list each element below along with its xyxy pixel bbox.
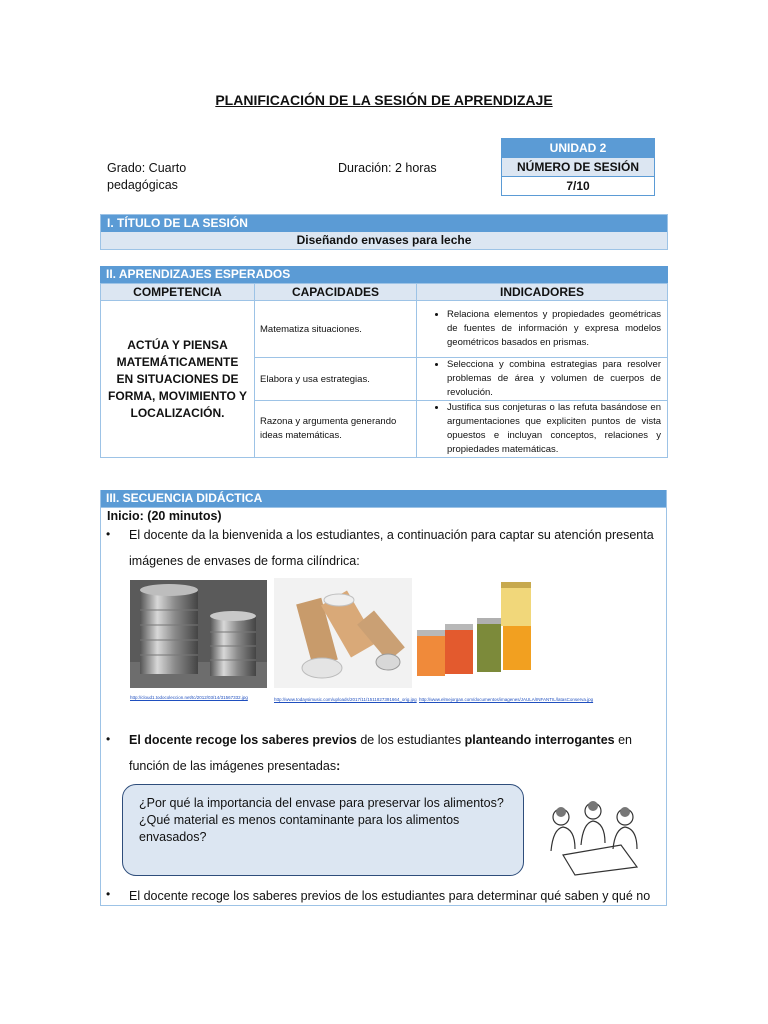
aprendizajes-table (100, 283, 668, 458)
numero-sesion-label: NÚMERO DE SESIÓN (502, 157, 654, 176)
question-3: envasados? (139, 830, 207, 844)
column-header-indicadores: INDICADORES (417, 284, 668, 301)
students-illustration (541, 797, 641, 877)
paragraph-1-line-2: imágenes de envases de forma cilíndrica: (129, 554, 360, 568)
divider (100, 507, 667, 508)
section-2-heading: II. APRENDIZAJES ESPERADOS (100, 266, 668, 283)
questions-box (122, 784, 524, 876)
capacidad-cell: Razona y argumenta generando ideas matemáticas. (255, 401, 417, 458)
bullet-icon: • (106, 527, 111, 541)
paragraph-1-line-1: El docente da la bienvenida a los estudiantes, a continuación para captar su atención presenta (129, 528, 654, 542)
capacidad-cell: Matematiza situaciones. (255, 301, 417, 358)
indicador-item: • Justifica sus conjeturas o las refuta basándose en argumentaciones que expliciten puntos de vista opuestos e incluyan conceptos, relaciones y propiedades matemáticas. (447, 401, 661, 457)
unit-box (501, 138, 655, 196)
paragraph-2-line-2 (129, 753, 340, 779)
bold-text: El docente recoge los saberes previos (129, 733, 357, 747)
paragraph-3: El docente recoge los saberes previos de los estudiantes para determinar qué saben y qué no (129, 889, 651, 903)
competencia-cell: ACTÚA Y PIENSA MATEMÁTICAMENTE EN SITUACIONES DE FORMA, MOVIMIENTO Y LOCALIZACIÓN. (101, 301, 255, 458)
inicio-label: Inicio: (20 minutos) (107, 509, 222, 523)
bullet-icon: • (106, 732, 111, 746)
indicador-item: • Relaciona elementos y propiedades geométricas de fuentes de información y expresa modelos geométricos basados en prismas. (447, 308, 661, 350)
bullet-icon: • (106, 887, 111, 901)
indicador-cell (417, 401, 668, 458)
plain-text: en (614, 733, 633, 747)
grado-label: Grado: Cuarto (107, 161, 187, 175)
section-title-block (100, 214, 668, 250)
session-title: Diseñando envases para leche (101, 232, 667, 249)
metal-cans-photo (130, 580, 267, 688)
plain-text: función de las imágenes presentadas (129, 759, 337, 773)
preserve-jars-photo (415, 578, 537, 688)
section-3-heading: III. SECUENCIA DIDÁCTICA (100, 490, 667, 507)
capacidad-cell: Elabora y usa estrategias. (255, 358, 417, 401)
numero-sesion-value: 7/10 (502, 176, 654, 195)
image-link-2[interactable]: http://www.todaysimusic.com/uploads/2017/11/1511827391664_orig.jpg (274, 697, 417, 702)
unidad-label: UNIDAD 2 (502, 139, 654, 157)
bold-text: planteando interrogantes (464, 733, 615, 747)
section-1-heading: I. TÍTULO DE LA SESIÓN (101, 215, 667, 232)
paragraph-2-line-1 (129, 727, 632, 753)
plain-text: de los estudiantes (356, 733, 465, 747)
question-2: ¿Qué material es menos contaminante para los alimentos (139, 813, 460, 827)
image-link-1[interactable]: http://cloud1.todocoleccion.net/tc/2012/03/14/31567332.jpg (130, 695, 248, 700)
column-header-competencia: COMPETENCIA (101, 284, 255, 301)
duracion-label: Duración: 2 horas (338, 161, 437, 175)
image-link-3[interactable]: http://www.elmejorgan.com/documentos/imagenes/JAULA/INFANTIL/latasConserva.jpg (419, 697, 594, 702)
indicador-cell (417, 358, 668, 401)
question-1: ¿Por qué la importancia del envase para preservar los alimentos? (139, 796, 504, 810)
cardboard-tubes-photo (274, 578, 412, 688)
pedagogicas-label: pedagógicas (107, 178, 178, 192)
column-header-capacidades: CAPACIDADES (255, 284, 417, 301)
document-title: PLANIFICACIÓN DE LA SESIÓN DE APRENDIZAJE (215, 92, 553, 108)
indicador-item: • Selecciona y combina estrategias para resolver problemas de área y volumen de cuerpos de revolución. (447, 358, 661, 400)
indicador-cell (417, 301, 668, 358)
bold-colon: : (336, 759, 341, 773)
section-aprendizajes (100, 266, 668, 458)
